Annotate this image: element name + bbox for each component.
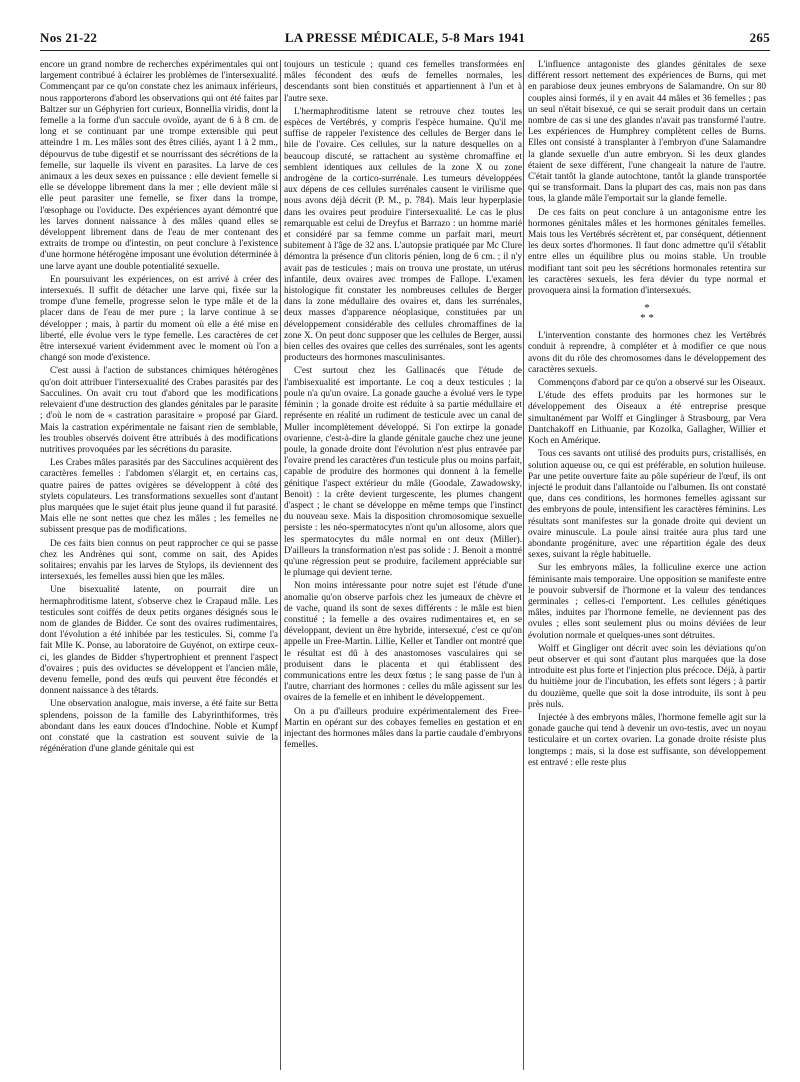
paragraph: L'intervention constante des hormones chez les Vertébrés conduit à reprendre, à compléter et à modifier ce que nous avons dit du rôle des chromosomes dans le développement des caractères sexuels. bbox=[528, 331, 766, 375]
page-number: 265 bbox=[749, 30, 770, 45]
paragraph: Injectée à des embryons mâles, l'hormone femelle agit sur la gonade gauche qui tend à devenir un ovo-testis, avec un noyau testiculaire et un cortex ovarien. La gonade droite résiste plus longtemps ; mais, si la dose est suffisante, son développement est entravé : elle reste plus bbox=[528, 712, 766, 768]
column-divider-2 bbox=[523, 60, 524, 1070]
paragraph: Sur les embryons mâles, la folliculine exerce une action féminisante mais temporaire. Une opposition se manifeste entre le pouvoir subversif de l'hormone et la valeur des tendances germinales ; celles-ci l'emportent. Les cellules génétiques mâles, induites par l'hormone femelle, ne deviennent pas des ovules ; elles sont seulement plus ou moins déviées de leur évolution normale et quelques-unes sont détruites. bbox=[528, 563, 766, 641]
separator-stars: * * bbox=[640, 312, 654, 325]
section-separator bbox=[528, 303, 766, 323]
column-2 bbox=[284, 60, 522, 1070]
paragraph: Une bisexualité latente, on pourrait dire un hermaphroditisme latent, s'observe chez le Crapaud mâle. Les testicules sont coiffés de deux petits organes désignés sous le nom de glandes de Bidder. Ce sont des ovaires rudimentaires, dont l'évolution a été inhibée par les testicules. Si, comme l'a fait Mlle K. Ponse, au laboratoire de Guyénot, on extirpe ceux-ci, les glandes de Bidder s'hypertrophient et prennent l'aspect d'ovaires ; puis des oviductes se développent et l'ancien mâle, devenu femelle, pond des œufs qui peuvent être fécondés et donnent naissance à des têtards. bbox=[40, 585, 278, 697]
paragraph: Commençons d'abord par ce qu'on a observé sur les Oiseaux. bbox=[538, 378, 766, 389]
paragraph: toujours un testicule ; quand ces femelles transformées en mâles fécondent des œufs de femelles normales, les descendants sont bien constitués et appartiennent à l'un et à l'autre sexe. bbox=[284, 60, 522, 104]
paragraph: Wolff et Gingliger ont décrit avec soin les déviations qu'on peut observer et qui sont d'autant plus marquées que la dose introduite est plus forte et l'injection plus précoce. Déjà, à partir du huitième jour de l'incubation, les effets sont légers ; à partir du douzième, quelle que soit la dose introduite, ils sont à peu près nuls. bbox=[528, 643, 766, 710]
paragraph: Une observation analogue, mais inverse, a été faite sur Betta splendens, poisson de la famille des Labyrinthiformes, très abondant dans les eaux douces d'Indochine. Noble et Kumpf ont constaté que la castration est souvent suivie de la régénération d'une glande génitale qui est bbox=[40, 699, 278, 755]
paragraph: C'est aussi à l'action de substances chimiques hétérogènes qu'on doit attribuer l'intersexualité des Crabes parasités par des Sacculines. On avait cru tout d'abord que les modifications relevaient d'une destruction des glandes génitales par le parasite ; d'où le nom de « castration parasitaire » proposé par Giard. Mais la castration expérimentale ne faisant rien de semblable, les troubles observés doivent être attribués à des modifications nutritives provoquées par les sécrétions du parasite. bbox=[40, 366, 278, 455]
paragraph: Non moins intéressante pour notre sujet est l'étude d'une anomalie qu'on observe parfois chez les jumeaux de chèvre et de vache, quand ils sont de sexes différents : le mâle est bien constitué ; la femelle a des ovaires rudimentaires et, en se développant, devient un être hybride, intersexué, c'est ce qu'on appelle un Free-Martin. Lillie, Keller et Tandler ont montré que le résultat est dû à des anastomoses vasculaires qui se produisent dans le placenta et qui établissent des communications entre les deux fœtus ; le sang passe de l'un à l'autre, charriant des hormones : celles du mâle agissent sur les ovaires de la femelle et en inhibent le développement. bbox=[284, 581, 522, 704]
paragraph: Tous ces savants ont utilisé des produits purs, cristallisés, en solution aqueuse ou, ce qui est préférable, en solution huileuse. Par une petite ouverture faite au pôle supérieur de l'œuf, ils ont injecté le produit dans l'allantoïde ou l'albumen. Ils ont constaté que, dans ces conditions, les hormones femelles agissant sur des embryons de poule, intensifient les caractères féminins. Les résultats sont manifestes sur la gonade droite qui devient un ovaire minuscule. La poule ainsi traitée aura plus tard une abondante progéniture, avec une répartition égale des deux sexes, suivant la règle habituelle. bbox=[528, 449, 766, 561]
paragraph: On a pu d'ailleurs produire expérimentalement des Free-Martin en opérant sur des cobayes femelles en gestation et en injectant des hormones mâles dans la partie caudale d'embryons femelles. bbox=[284, 706, 522, 751]
column-1 bbox=[40, 60, 278, 1070]
paragraph: De ces faits bien connus on peut rapprocher ce qui se passe chez les Andrènes qui sont, comme on sait, des Apides solitaires; envahis par les larves de Stylops, ils deviennent des intersexués, les femelles aussi bien que les mâles. bbox=[40, 538, 278, 583]
issue-number: Nos 21-22 bbox=[40, 30, 98, 45]
column-divider-1 bbox=[280, 60, 281, 1070]
paragraph: C'est surtout chez les Gallinacés que l'étude de l'ambisexualité est importante. Le coq a deux testicules ; la poule n'a qu'un ovaire. La gonade gauche a évolué vers le type féminin ; la gonade droite est réduite à sa partie médullaire et représente en réalité un rudiment de testicule avec un canal de Muller incomplètement développé. Si l'on extirpe la gonade ovarienne, c'est-à-dire la glande génitale gauche chez une jeune poule, la gonade droite dont l'évolution n'est plus entravée par l'ovaire prend les caractères d'un testicule plus ou moins parfait, capable de produire des hormones qui donnent à la femelle génitique l'aspect extérieur du mâle (Goodale, Zawadowsky, Benoit) : la crête devient turgescente, les plumes changent d'aspect ; le chant se développe en même temps que l'instinct du nouveau sexe. Mais la disposition chromosomique sexuelle persiste : les néo-spermatocytes n'ont qu'un allosome, alors que les spermatocytes du mâle normal en ont deux (Miller). D'ailleurs la transformation n'est pas solide : J. Benoit a montré qu'une régression peut se produire, facilement appréciable sur le plumage qui devient terne. bbox=[284, 366, 522, 579]
column-3 bbox=[528, 60, 766, 1070]
page-header bbox=[40, 30, 770, 51]
paragraph: L'étude des effets produits par les hormones sur le développement des Oiseaux a été entreprise presque simultanément par Wolff et Ginglinger à Strasbourg, par Vera Dantchakoff en Lithuanie, par Kozolka, Gallagher, Willier et Koch en Amérique. bbox=[528, 391, 766, 447]
paragraph: L'hermaphroditisme latent se retrouve chez toutes les espèces de Vertébrés, y compris l'espèce humaine. Qu'il me suffise de rappeler l'existence des cellules de Berger dans le hile de l'ovaire. Ces cellules, sur la nature desquelles on a beaucoup discuté, se rattachent au système chromaffine et semblent identiques aux cellules de la zone X ou zone androgène de la cortico-surrénale. Les tumeurs développées aux dépens de ces cellules surrénales causent le virilisme que nous avons déjà décrit (P. M., p. 784). Mais leur hyperplasie dans les ovaires peut produire l'intersexualité. Le cas le plus remarquable est celui de Dreyfus et Barrazo : un homme marié et considéré par sa femme comme un parfait mari, meurt subitement à l'âge de 32 ans. L'autopsie pratiquée par Mc Clure démontra la présence d'un clitoris pénien, long de 6 cm. ; il n'y avait pas de testicules ; mais on trouva une prostate, un utérus infantile, deux ovaires avec trompes de Fallope. L'examen histologique fit constater les nombreuses cellules de Berger dans la zone médullaire des ovaires et, dans les surrénales, deux masses d'apparence néoplasique, constituées par un développement considérable des cellules chromaffines de la zone X. On peut donc supposer que les cellules de Berger, aussi bien celles des ovaires que celles des surrénales, sont les agents producteurs des hormones masculinisantes. bbox=[284, 106, 522, 364]
paragraph: L'influence antagoniste des glandes génitales de sexe différent ressort nettement des expériences de Burns, qui met en parabiose deux jeunes embryons de Salamandre. On sur 80 couples ainsi formés, il y en avait 44 mâles et 36 femelles ; pas un seul n'était bisexué, ce qui se serait produit dans un certain nombre de cas si une des glandes n'avait pas transformé l'autre. Les expériences de Humphrey complètent celles de Burns. Elles ont consisté à transplanter à l'embryon d'une Salamandre la glande sexuelle d'un autre embryon. Si les deux glandes étaient de sexe différent, l'une changeait la nature de l'autre. C'était tantôt la glande autochtone, tantôt la glande transportée qui se transformait. Dans la plupart des cas, mais non pas dans tous, la glande mâle l'emportait sur la glande femelle. bbox=[528, 60, 766, 205]
paragraph: De ces faits on peut conclure à un antagonisme entre les hormones génitales mâles et les hormones génitales femelles. Mais tous les Vertébrés sécrètent et, par conséquent, détiennent les deux sortes d'hormones. Il faut donc admettre qu'il s'établit entre elles un équilibre plus ou moins stable. Un trouble modifiant tant soit peu les sécrétions hormonales retentira sur les caractères sexuels, les fera dévier du type normal et provoquera ainsi la formation d'intersexués. bbox=[528, 207, 766, 297]
paragraph: En poursuivant les expériences, on est arrivé à créer des intersexués. Il suffit de détacher une larve qui, fixée sur la trompe d'une femelle, progresse selon le type mâle et de la placer dans de l'eau de mer pure ; la larve continue à se développer ; mais, à partir du moment où elle a été mise en liberté, elle évolue vers le type femelle. Les caractères de cet être intersexué varient évidemment avec le moment où l'on a changé son mode d'existence. bbox=[40, 274, 278, 364]
journal-title: LA PRESSE MÉDICALE, 5-8 Mars 1941 bbox=[284, 30, 526, 45]
paragraph: Les Crabes mâles parasités par des Sacculines acquièrent des caractères femelles : l'abdomen s'élargit et, en certains cas, quatre paires de pattes ovigères se développent à côté des stylets copulateurs. Les transformations sexuelles sont d'autant plus marquées que le sujet était plus jeune quand il fut parasité. Mais elle ne sont nettes que chez les mâles ; les femelles ne subissent presque pas de modifications. bbox=[40, 458, 278, 536]
separator-star: * bbox=[644, 302, 650, 315]
paragraph: encore un grand nombre de recherches expérimentales qui ont largement contribué à éclairer les problèmes de l'intersexualité. Commençant par ce qu'on constate chez les animaux inférieurs, nous rapporterons d'abord les observations qui ont été faites par Baltzer sur un Géphyrien fort curieux, Bonnellia viridis, dont la femelle a la forme d'un saccule ovoïde, ayant de 6 à 8 cm. de long et se continuant par une trompe extensible qui peut atteindre 1 m. Les mâles sont des êtres ciliés, ayant 1 à 2 mm., dépourvus de tube digestif et se nourrissant des sécrétions de la femelle, sur laquelle ils vivent en parasites. La larve de ces animaux a les deux sexes en puissance : elle devient femelle si elle se développe librement dans la mer ; elle devient mâle si elle peut parasiter une femelle, se fixer dans la trompe, l'œsophage ou l'oviducte. Des expériences ayant démontré que les larves donnent naissance à des mâles quand elles se développent librement dans de l'eau de mer contenant des extraits de trompe ou d'intestin, on peut conclure à l'existence d'une hormone hétérogène imposant une évolution déterminée à une larve ayant une double potentialité sexuelle. bbox=[40, 60, 278, 272]
